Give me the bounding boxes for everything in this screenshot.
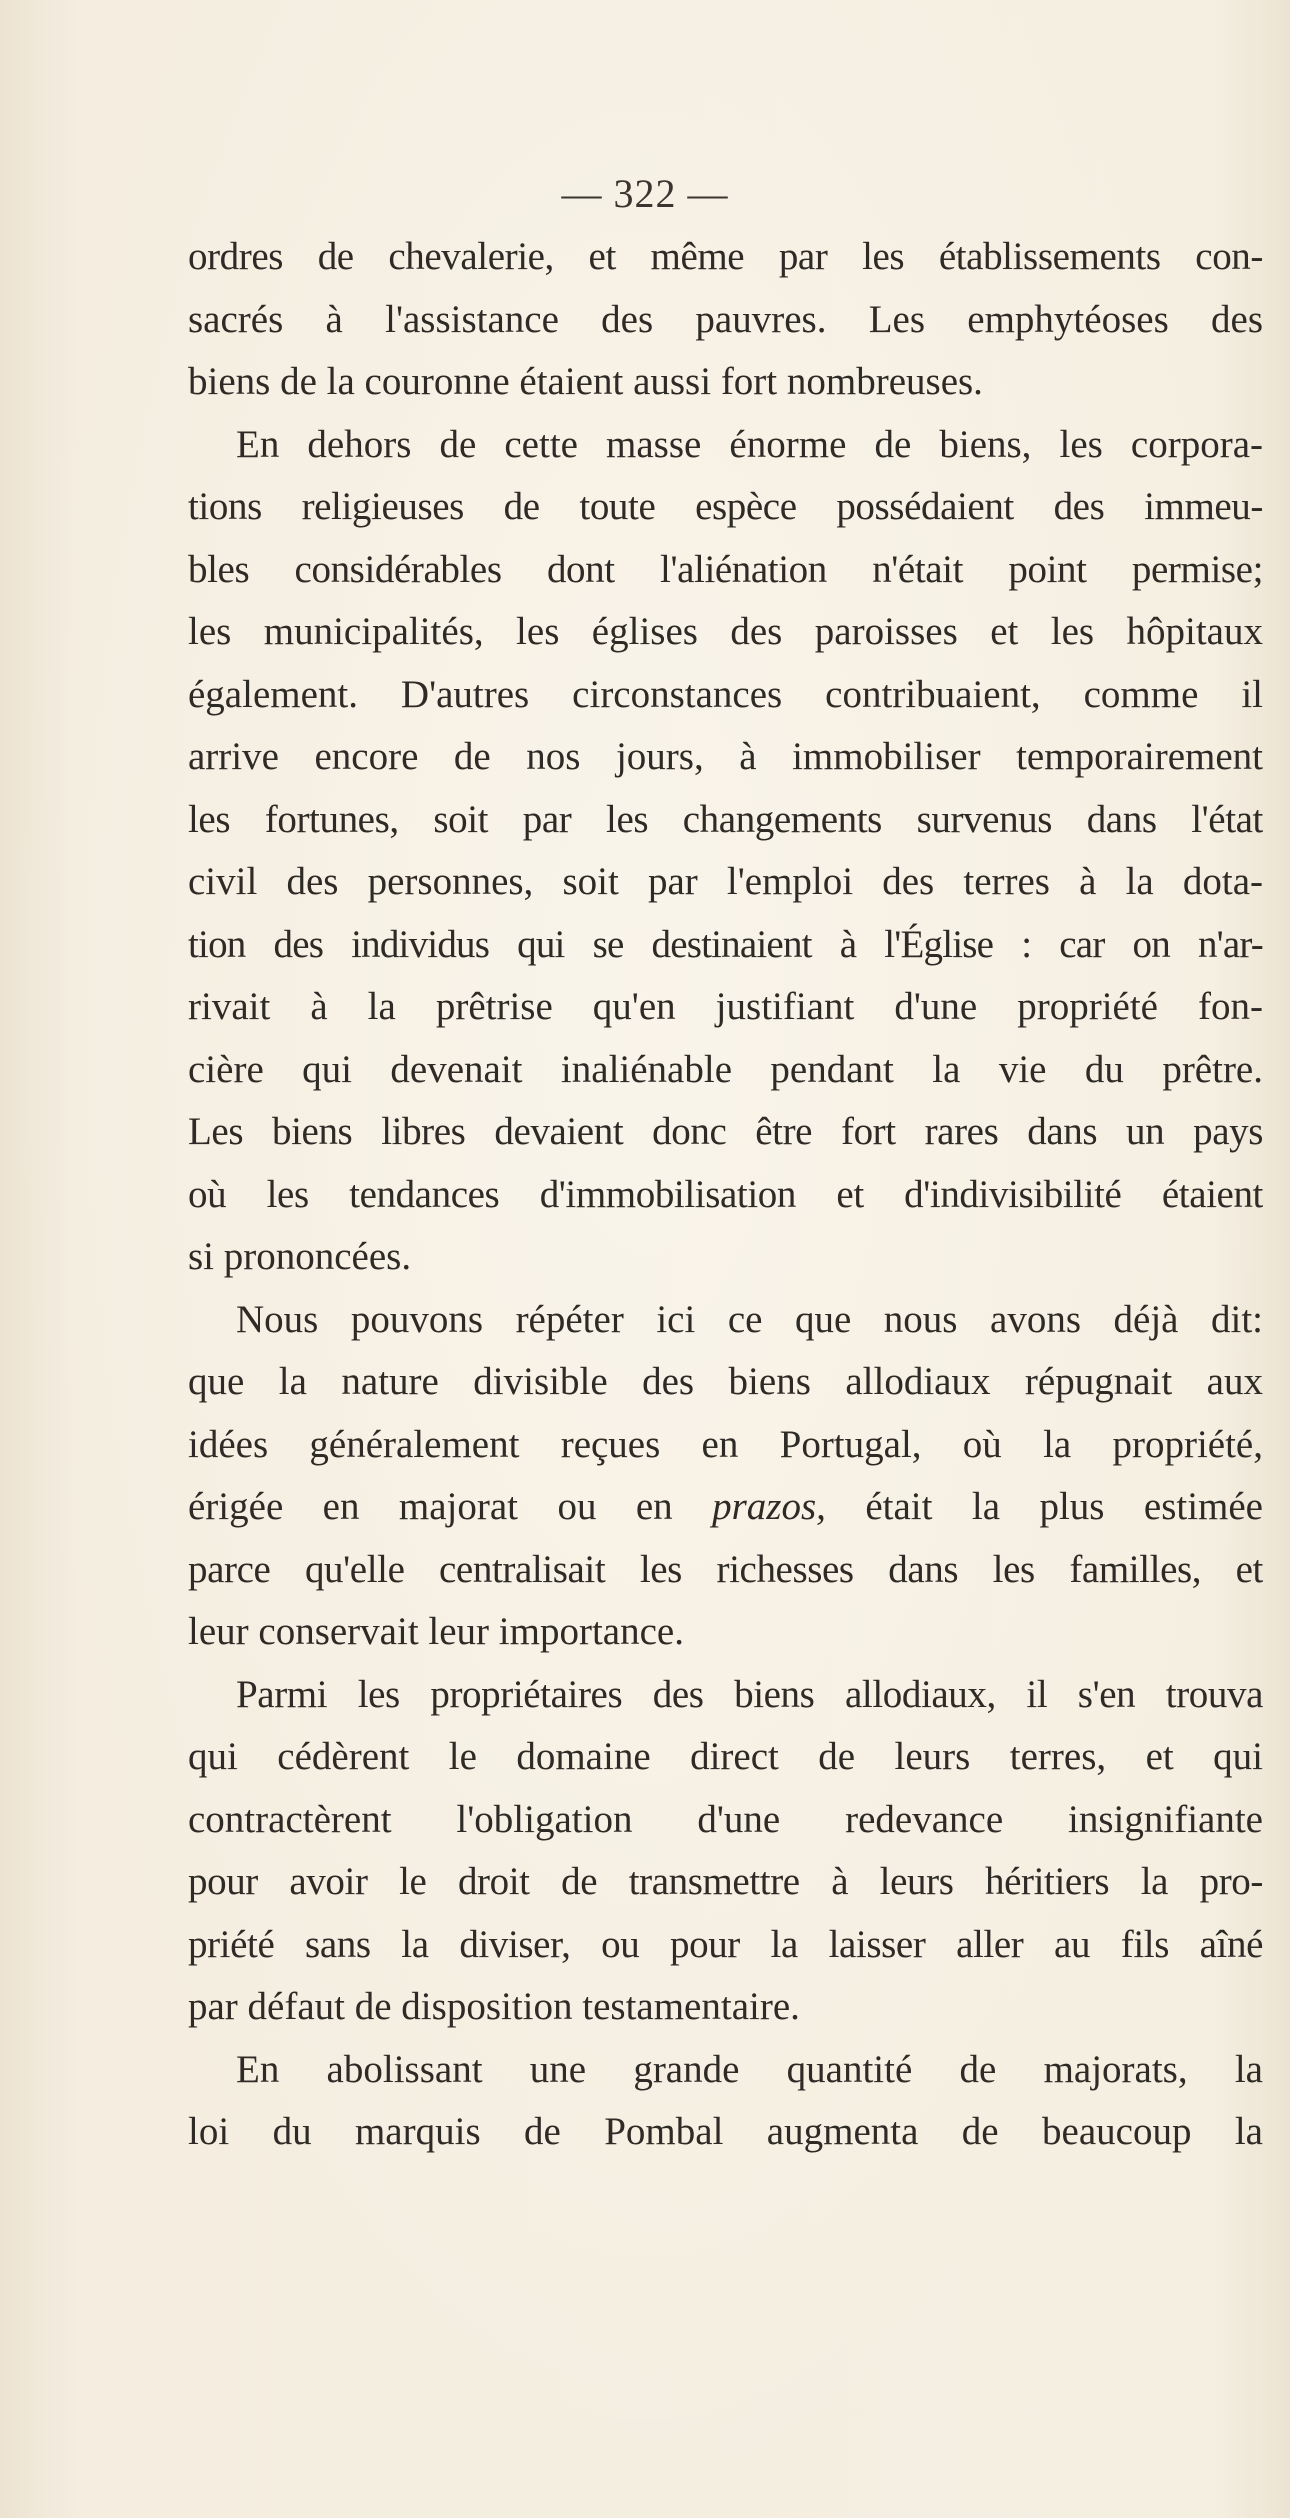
text-line: idées généralement reçues en Portugal, où la propriété, bbox=[188, 1422, 1263, 1466]
text-line: sacrés à l'assistance des pauvres. Les emphytéoses des bbox=[188, 297, 1263, 341]
text-line: civil des personnes, soit par l'emploi des terres à la dota- bbox=[188, 860, 1263, 903]
text-line: qui cédèrent le domaine direct de leurs terres, et qui bbox=[188, 1735, 1263, 1778]
text-line: contractèrent l'obligation d'une redevance insignifiante bbox=[188, 1797, 1263, 1841]
text-line: cière qui devenait inaliénable pendant la vie du prêtre. bbox=[188, 1047, 1263, 1091]
text-line: bles considérables dont l'aliénation n'était point permise; bbox=[188, 547, 1263, 591]
text-line: Parmi les propriétaires des biens allodiaux, il s'en trouva bbox=[236, 1672, 1263, 1716]
text-line: rivait à la prêtrise qu'en justifiant d'une propriété fon- bbox=[188, 985, 1263, 1028]
text-line: par défaut de disposition testamentaire. bbox=[188, 1985, 800, 2028]
text-line: également. D'autres circonstances contribuaient, comme il bbox=[188, 672, 1263, 716]
text-line: leur conservait leur importance. bbox=[188, 1610, 684, 1653]
text-segment: érigée en majorat ou en bbox=[188, 1485, 713, 1528]
text-line: En abolissant une grande quantité de majorats, la bbox=[236, 2047, 1263, 2091]
text-line: priété sans la diviser, ou pour la laisser aller au fils aîné bbox=[188, 1922, 1263, 1966]
text-line: Nous pouvons répéter ici ce que nous avons déjà dit: bbox=[236, 1297, 1263, 1341]
text-line: Les biens libres devaient donc être fort rares dans un pays bbox=[188, 1110, 1263, 1153]
text-line: si prononcées. bbox=[188, 1235, 412, 1278]
body-text bbox=[188, 226, 1263, 2164]
text-line: tions religieuses de toute espèce possédaient des immeu- bbox=[188, 485, 1263, 528]
text-line: tion des individus qui se destinaient à l'Église : car on n'ar- bbox=[188, 922, 1263, 966]
page-number: — 322 — bbox=[561, 171, 729, 216]
text-segment: était la plus estimée bbox=[825, 1485, 1263, 1528]
text-line: que la nature divisible des biens allodiaux répugnait aux bbox=[188, 1360, 1263, 1403]
text-line: biens de la couronne étaient aussi fort nombreuses. bbox=[188, 360, 983, 403]
text-line: pour avoir le droit de transmettre à leurs héritiers la pro- bbox=[188, 1860, 1263, 1903]
paragraph-4 bbox=[188, 1664, 1263, 2039]
text-line: En dehors de cette masse énorme de biens, les corpora- bbox=[236, 422, 1263, 466]
text-line-with-italic bbox=[188, 1476, 1263, 1539]
text-line: arrive encore de nos jours, à immobiliser temporairement bbox=[188, 735, 1263, 778]
text-line: loi du marquis de Pombal augmenta de beaucoup la bbox=[188, 2110, 1263, 2153]
paragraph-5 bbox=[188, 2039, 1263, 2164]
text-line: où les tendances d'immobilisation et d'indivisibilité étaient bbox=[188, 1172, 1263, 1216]
text-line: les fortunes, soit par les changements survenus dans l'état bbox=[188, 797, 1263, 841]
text-line: parce qu'elle centralisait les richesses dans les familles, et bbox=[188, 1547, 1263, 1591]
paragraph-1 bbox=[188, 226, 1263, 414]
italic-term: prazos, bbox=[712, 1485, 826, 1528]
text-line: les municipalités, les églises des paroisses et les hôpitaux bbox=[188, 610, 1263, 653]
paragraph-2 bbox=[188, 414, 1263, 1289]
paragraph-3 bbox=[188, 1289, 1263, 1664]
text-line: ordres de chevalerie, et même par les établissements con- bbox=[188, 235, 1263, 278]
